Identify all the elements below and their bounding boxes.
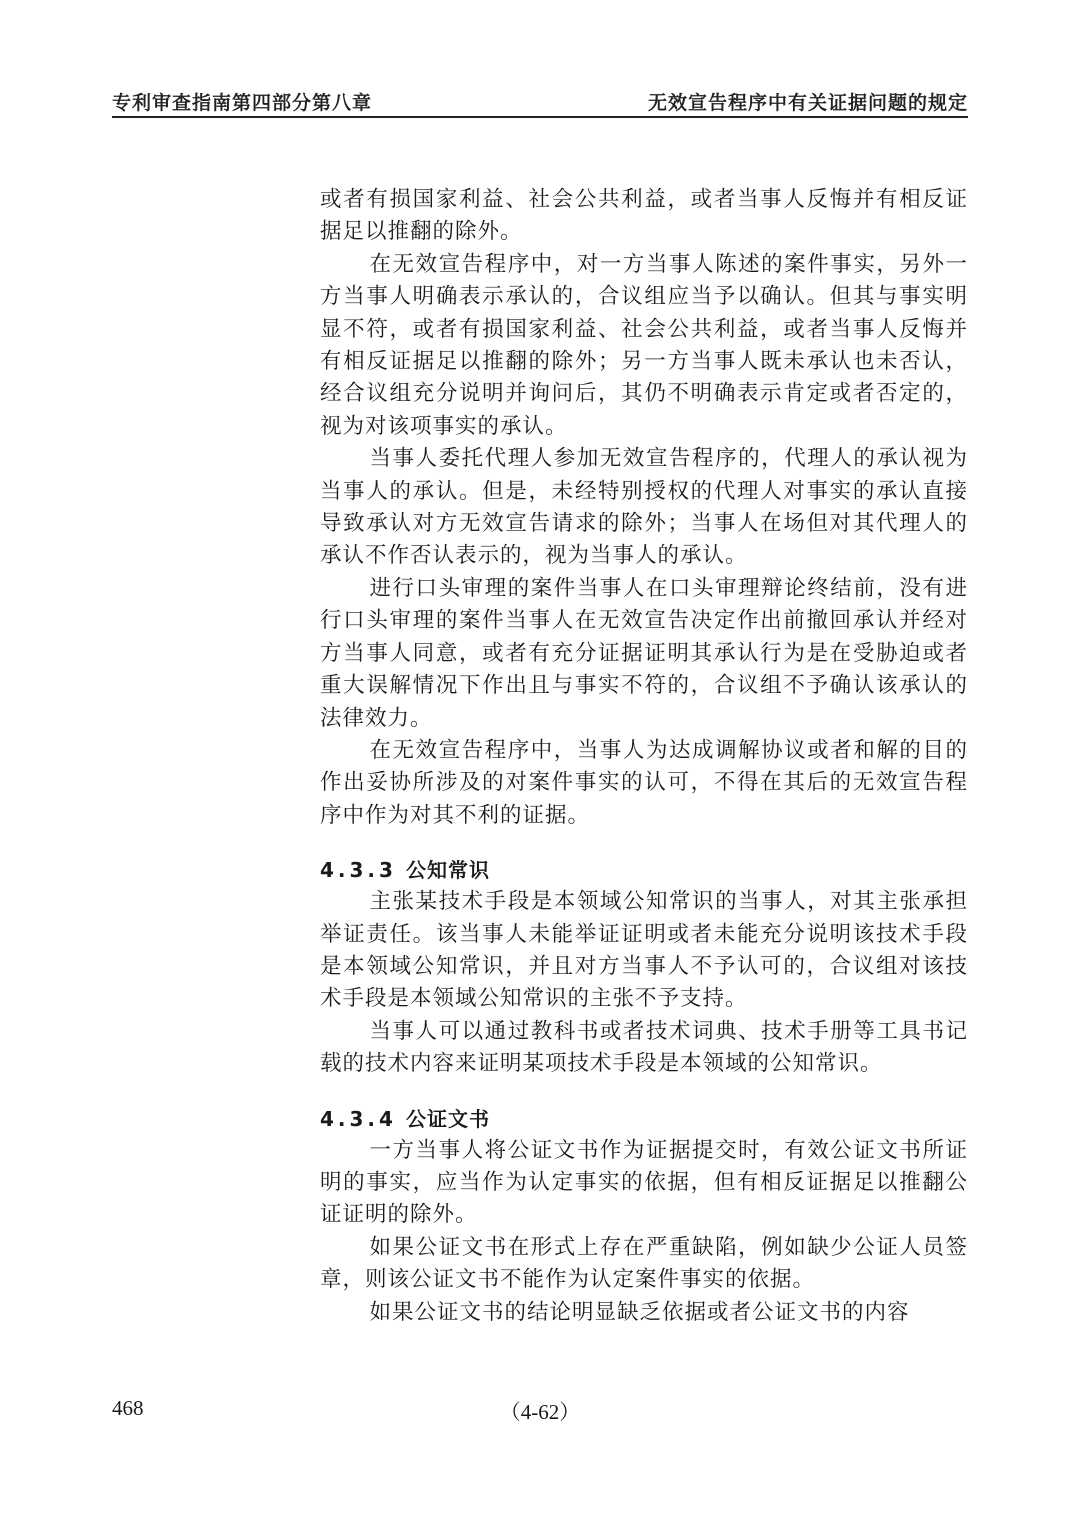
section-number: 4.3.3: [320, 858, 397, 883]
paragraph: 当事人委托代理人参加无效宣告程序的，代理人的承认视为当事人的承认。但是，未经特别授权的代理人对事实的承认直接导致承认对方无效宣告请求的除外；当事人在场但对其代理人的承认不作否认表示的，视为当事人的承认。: [320, 446, 968, 569]
header-chapter-title: 专利审查指南第四部分第八章: [112, 92, 373, 114]
paragraph: 如果公证文书在形式上存在严重缺陷，例如缺少公证人员签章，则该公证文书不能作为认定案件事实的依据。: [320, 1234, 968, 1293]
paragraph: 或者有损国家利益、社会公共利益，或者当事人反悔并有相反证据足以推翻的除外。: [320, 187, 968, 245]
page-number: 468: [112, 1396, 144, 1420]
section-heading-4-3-4: [320, 1103, 968, 1135]
section-heading-4-3-3: [320, 854, 968, 886]
header-section-title: 无效宣告程序中有关证据问题的规定: [647, 92, 968, 114]
paragraph: 当事人可以通过教科书或者技术词典、技术手册等工具书记载的技术内容来证明某项技术手段是本领域的公知常识。: [320, 1018, 968, 1077]
paragraph: 进行口头审理的案件当事人在口头审理辩论终结前，没有进行口头审理的案件当事人在无效宣告决定作出前撤回承认并经对方当事人同意，或者有充分证据证明其承认行为是在受胁迫或者重大误解情况下作出且与事实不符的，合议组不予确认该承认的法律效力。: [320, 575, 968, 731]
paragraph: 如果公证文书的结论明显缺乏依据或者公证文书的内容: [369, 1299, 910, 1325]
section-title: 公证文书: [406, 1106, 490, 1131]
running-header: [112, 86, 968, 118]
paragraph: 在无效宣告程序中，对一方当事人陈述的案件事实，另外一方当事人明确表示承认的，合议组应当予以确认。但其与事实明显不符，或者有损国家利益、社会公共利益，或者当事人反悔并有相反证据足以推翻的除外；另一方当事人既未承认也未否认，经合议组充分说明并询问后，其仍不明确表示肯定或者否定的，视为对该项事实的承认。: [320, 251, 968, 439]
section-number: 4.3.4: [320, 1106, 397, 1131]
paragraph: 在无效宣告程序中，当事人为达成调解协议或者和解的目的作出妥协所涉及的对案件事实的认可，不得在其后的无效宣告程序中作为对其不利的证据。: [320, 737, 968, 828]
paragraph: 一方当事人将公证文书作为证据提交时，有效公证文书所证明的事实，应当作为认定事实的依据，但有相反证据足以推翻公证证明的除外。: [320, 1137, 968, 1228]
body-text: [320, 184, 968, 1329]
section-page-number: （4-62）: [499, 1400, 581, 1424]
paragraph: 主张某技术手段是本领域公知常识的当事人，对其主张承担举证责任。该当事人未能举证证明或者未能充分说明该技术手段是本领域公知常识，并且对方当事人不予认可的，合议组对该技术手段是本领域公知常识的主张不予支持。: [320, 889, 968, 1012]
section-title: 公知常识: [406, 858, 490, 883]
